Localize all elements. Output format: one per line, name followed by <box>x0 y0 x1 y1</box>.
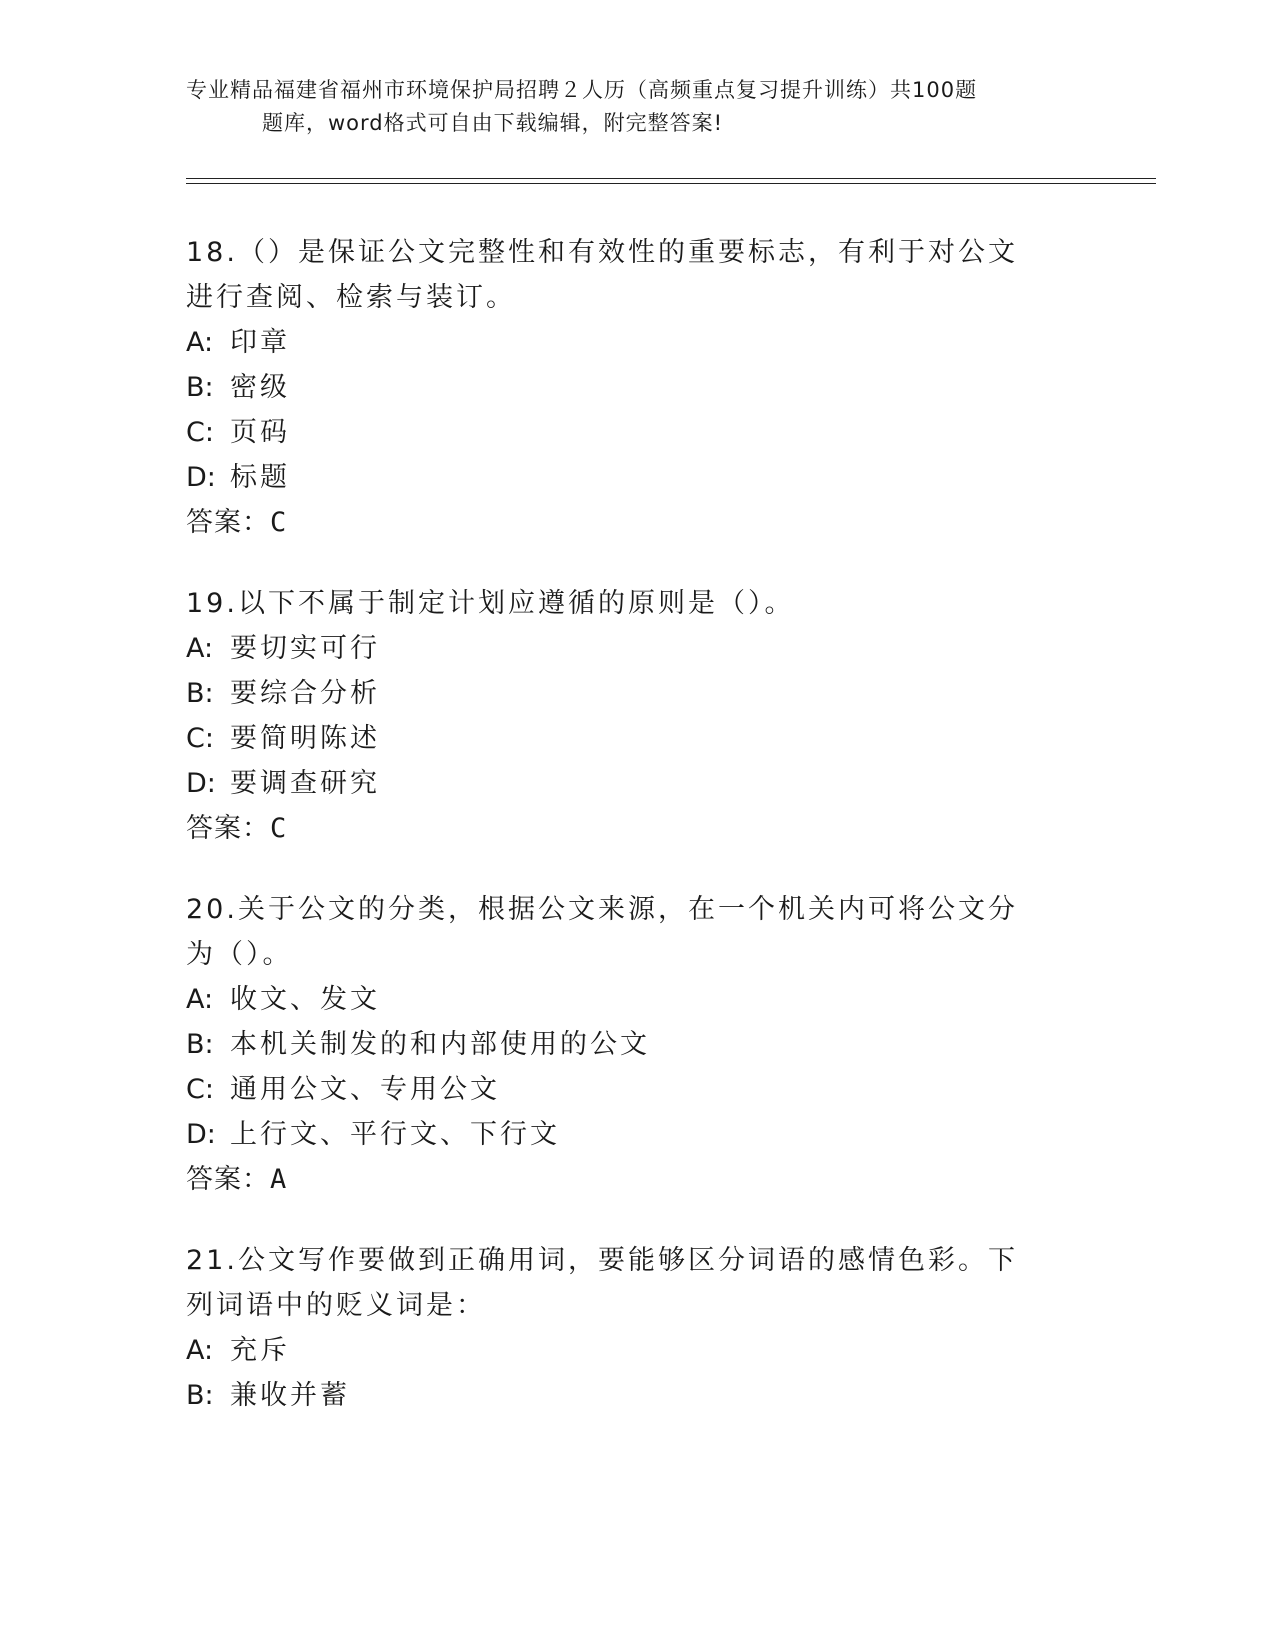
option-a <box>186 320 1086 365</box>
header-divider-bottom <box>186 183 1156 184</box>
option-letter: A: <box>186 1335 214 1366</box>
option-letter: B: <box>186 678 214 709</box>
answer-label: 答案： <box>186 813 270 844</box>
option-letter: B: <box>186 1029 214 1060</box>
header-title-line-1: 专业精品福建省福州市环境保护局招聘２人历（高频重点复习提升训练）共100题 <box>186 78 978 102</box>
option-letter: C: <box>186 1074 214 1105</box>
answer-value: C <box>270 813 288 844</box>
question-19 <box>186 581 1086 852</box>
option-b <box>186 1373 1086 1418</box>
option-c <box>186 410 1086 455</box>
option-letter: D: <box>186 462 216 493</box>
answer-line <box>186 806 1086 852</box>
question-18 <box>186 230 1086 546</box>
option-a <box>186 977 1086 1022</box>
option-text: 要调查研究 <box>230 768 380 799</box>
header-divider-top <box>186 178 1156 179</box>
option-b <box>186 671 1086 716</box>
answer-label: 答案： <box>186 507 270 538</box>
option-letter: A: <box>186 633 214 664</box>
option-b <box>186 1022 1086 1067</box>
option-text: 要切实可行 <box>230 633 380 664</box>
option-text: 充斥 <box>230 1335 290 1366</box>
answer-line <box>186 500 1086 546</box>
option-letter: D: <box>186 768 216 799</box>
question-text: 20.关于公文的分类，根据公文来源，在一个机关内可将公文分为（）。 <box>186 894 1018 970</box>
document-header <box>186 74 1086 140</box>
option-letter: D: <box>186 1119 216 1150</box>
question-20 <box>186 887 1086 1203</box>
answer-line <box>186 1157 1086 1203</box>
option-text: 本机关制发的和内部使用的公文 <box>230 1029 650 1060</box>
option-d <box>186 761 1086 806</box>
option-d <box>186 455 1086 500</box>
question-text: 21.公文写作要做到正确用词，要能够区分词语的感情色彩。下列词语中的贬义词是： <box>186 1245 1018 1321</box>
option-text: 标题 <box>230 462 290 493</box>
answer-value: C <box>270 507 288 538</box>
option-c <box>186 716 1086 761</box>
option-text: 兼收并蓄 <box>230 1380 350 1411</box>
answer-value: A <box>270 1164 288 1195</box>
option-a <box>186 1328 1086 1373</box>
answer-label: 答案： <box>186 1164 270 1195</box>
option-letter: B: <box>186 372 214 403</box>
question-text: 19.以下不属于制定计划应遵循的原则是（）。 <box>186 588 795 619</box>
option-c <box>186 1067 1086 1112</box>
option-text: 通用公文、专用公文 <box>230 1074 500 1105</box>
option-text: 收文、发文 <box>230 984 380 1015</box>
question-list <box>186 230 1086 1453</box>
option-letter: A: <box>186 984 214 1015</box>
option-letter: C: <box>186 723 214 754</box>
question-text: 18.（）是保证公文完整性和有效性的重要标志，有利于对公文进行查阅、检索与装订。 <box>186 237 1018 313</box>
option-text: 印章 <box>230 327 290 358</box>
option-letter: A: <box>186 327 214 358</box>
option-d <box>186 1112 1086 1157</box>
question-21 <box>186 1238 1086 1418</box>
option-a <box>186 626 1086 671</box>
option-text: 要简明陈述 <box>230 723 380 754</box>
option-text: 上行文、平行文、下行文 <box>230 1119 560 1150</box>
option-letter: C: <box>186 417 214 448</box>
option-text: 密级 <box>230 372 290 403</box>
option-text: 要综合分析 <box>230 678 380 709</box>
option-letter: B: <box>186 1380 214 1411</box>
option-text: 页码 <box>230 417 290 448</box>
header-title-line-2: 题库，word格式可自由下载编辑，附完整答案! <box>262 111 724 135</box>
option-b <box>186 365 1086 410</box>
